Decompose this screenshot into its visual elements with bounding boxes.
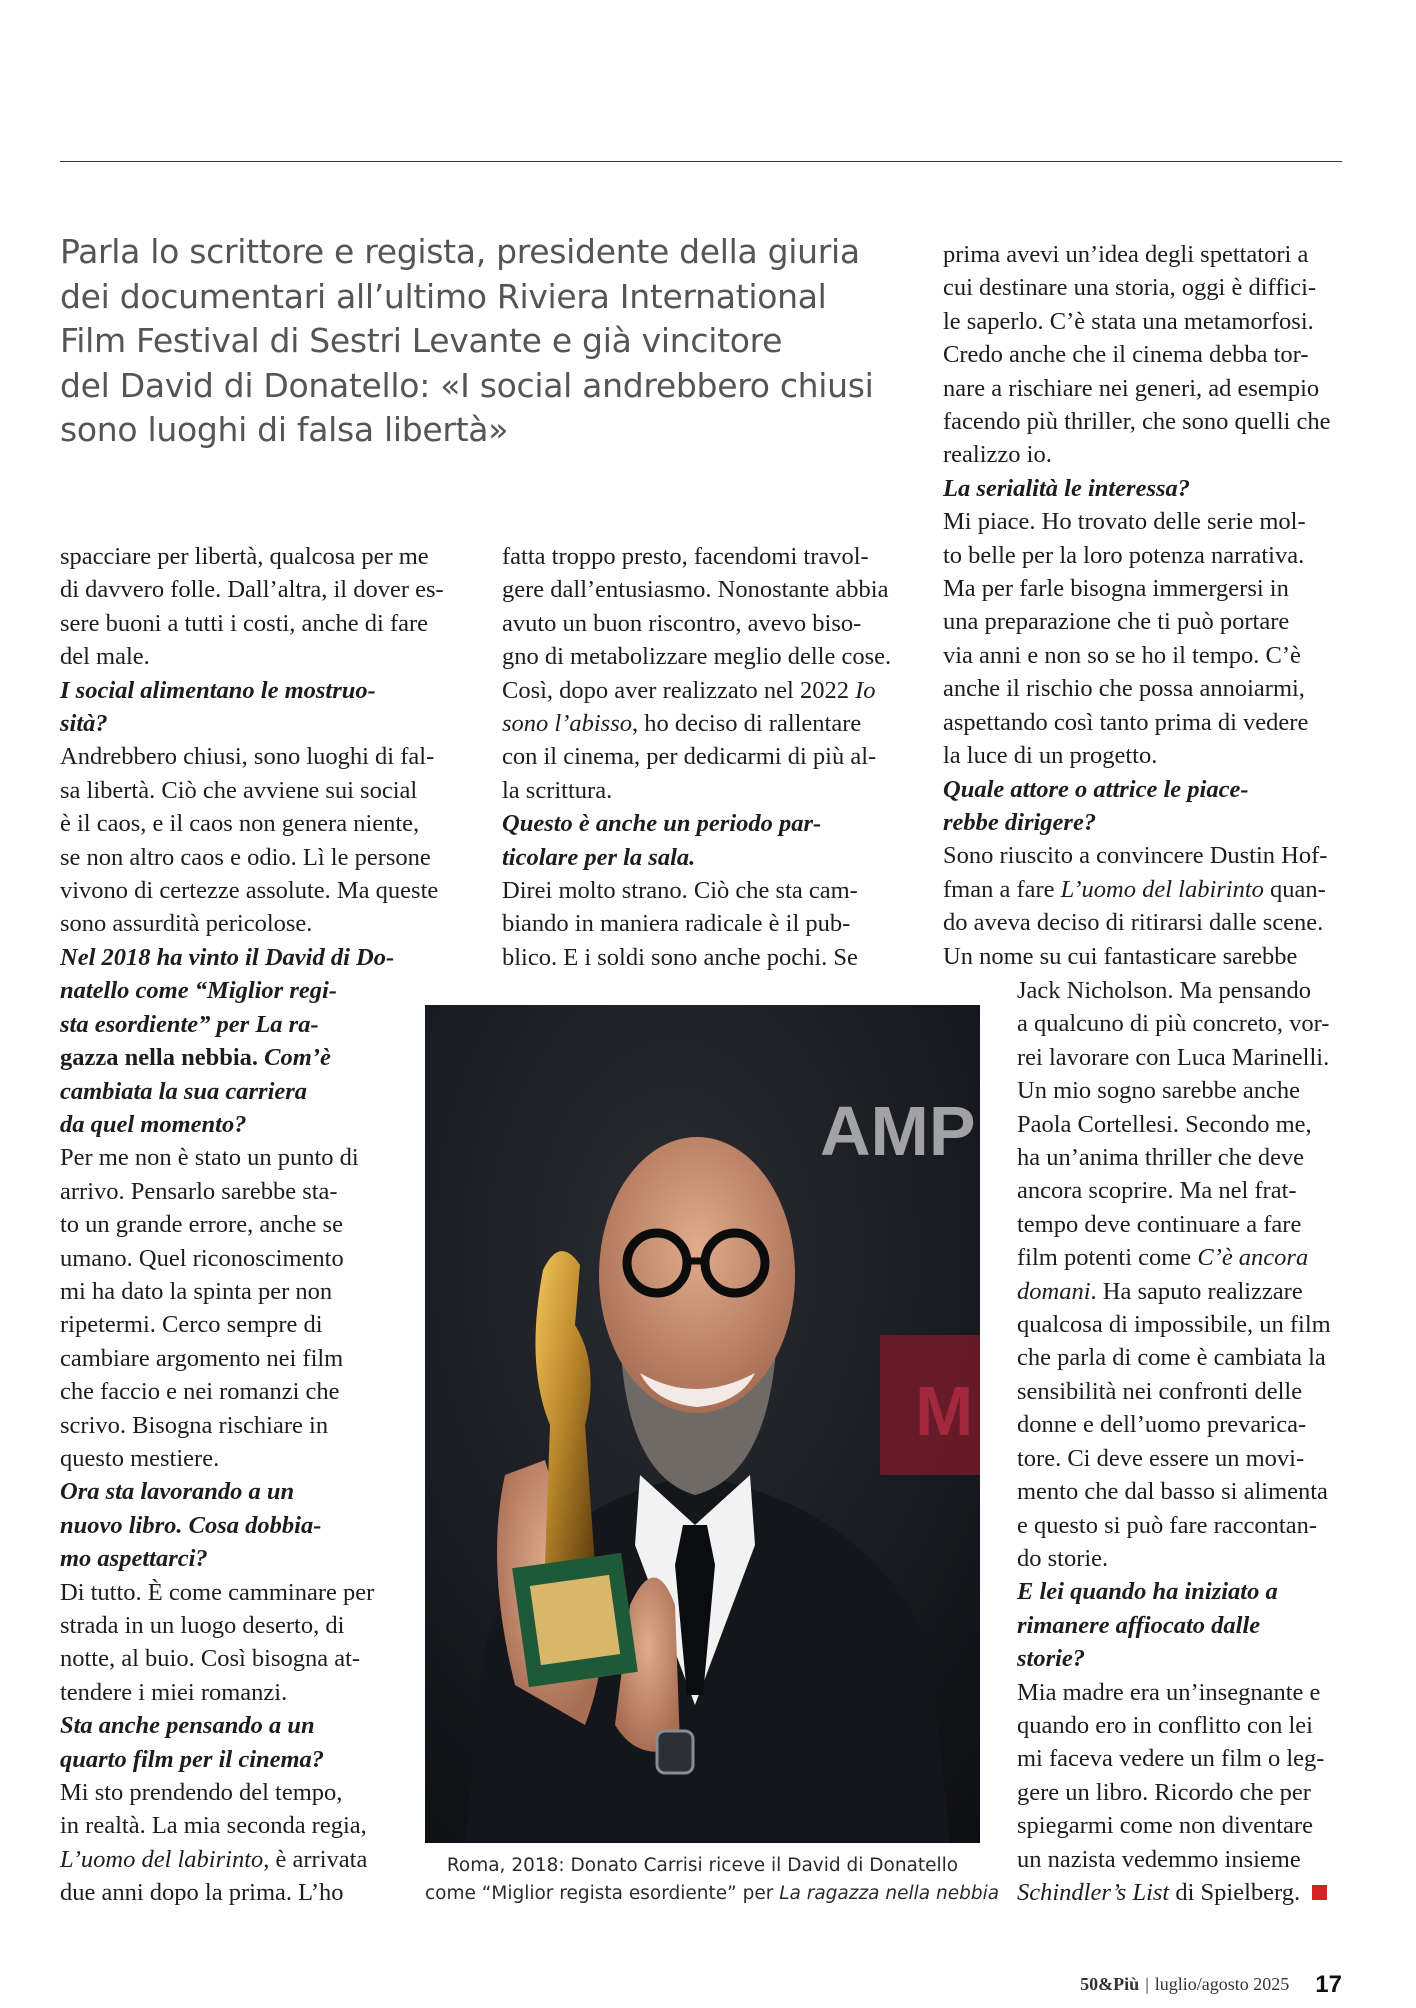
text-line (1017, 1475, 1331, 1508)
line-text: a qualcuno di più concreto, vor- (1017, 1010, 1330, 1038)
text-line (60, 807, 444, 840)
text-line (1017, 1341, 1331, 1374)
text-line (60, 1776, 444, 1809)
text-line (60, 1208, 444, 1241)
question-text: Nel 2018 ha vinto il David di Do- (60, 943, 395, 971)
line-text: Mia madre era un’insegnante e (1017, 1678, 1321, 1706)
line-text: Direi molto strano. Ciò che sta cam- (502, 877, 858, 905)
page-footer (1080, 1971, 1342, 1999)
text-line (943, 572, 1330, 605)
text-line (943, 873, 1330, 906)
line-text: e questo si può fare raccontan- (1017, 1511, 1317, 1539)
text-line (502, 774, 891, 807)
line-text: facendo più thriller, che sono quelli che (943, 408, 1331, 436)
text-line (1017, 1442, 1331, 1475)
caption-line-2 (425, 1880, 1000, 1908)
question-text: rebbe dirigere? (943, 808, 1097, 836)
line-text: le saperlo. C’è stata una metamorfosi. (943, 307, 1314, 335)
question-line (1017, 1609, 1331, 1642)
line-text: Così, dopo aver realizzato nel 2022 (502, 676, 856, 704)
text-line (502, 907, 891, 940)
text-line (1017, 1041, 1331, 1074)
line-text: questo mestiere. (60, 1444, 220, 1472)
text-line (502, 640, 891, 673)
line-text: Un nome su cui fantasticare sarebbe (943, 942, 1298, 970)
question-line (60, 674, 444, 707)
text-line (60, 1375, 444, 1408)
line-text: Per me non è stato un punto di (60, 1144, 359, 1172)
line-text: , è arrivata (263, 1845, 368, 1873)
text-line (60, 1308, 444, 1341)
text-line (943, 372, 1330, 405)
line-text: quan- (1263, 875, 1326, 903)
line-text: Ma per farle bisogna immergersi in (943, 575, 1289, 603)
text-line (1017, 1776, 1331, 1809)
text-line (1017, 1509, 1331, 1542)
line-text: sono l’abisso (502, 710, 633, 738)
line-text: sa libertà. Ciò che avviene sui social (60, 776, 418, 804)
standfirst-line: sono luoghi di falsa libertà» (60, 410, 509, 449)
line-text: di Spielberg. (1169, 1878, 1301, 1906)
standfirst-line: dei documentari all’ultimo Riviera International (60, 276, 827, 316)
line-text: anche il rischio che possa annoiarmi, (943, 675, 1305, 703)
text-line (60, 1442, 444, 1475)
text-line (943, 639, 1330, 672)
line-text: tempo deve continuare a fare (1017, 1210, 1302, 1238)
line-text: Mi sto prendendo del tempo, (60, 1779, 343, 1807)
line-text: La ra- (255, 1010, 319, 1038)
magazine-name: 50&Più (1080, 1974, 1140, 1994)
line-text: arrivo. Pensarlo sarebbe sta- (60, 1177, 338, 1205)
text-line (943, 438, 1330, 471)
line-text: mi faceva vedere un film o leg- (1017, 1745, 1325, 1773)
question-line (60, 1075, 444, 1108)
line-text: to un grande errore, anche se (60, 1211, 343, 1239)
line-text: domani (1017, 1277, 1091, 1305)
question-text: cambiata la sua carriera (60, 1077, 308, 1105)
text-line (1017, 1174, 1331, 1207)
text-line (502, 607, 891, 640)
text-line (502, 707, 891, 740)
line-text: gno di metabolizzare meglio delle cose. (502, 643, 892, 671)
line-text: è il caos, e il caos non genera niente, (60, 810, 420, 838)
text-line (60, 774, 444, 807)
line-text: mento che dal basso si alimenta (1017, 1478, 1328, 1506)
caption-line-1: Roma, 2018: Donato Carrisi riceve il David di Donatello (446, 1855, 959, 1876)
text-column-1 (60, 540, 444, 1910)
text-column-3-top (943, 238, 1330, 973)
text-line (1017, 1408, 1331, 1441)
text-line (1017, 1843, 1331, 1876)
line-text: ancora scoprire. Ma nel frat- (1017, 1177, 1297, 1205)
text-line (943, 706, 1330, 739)
title-text: Io (855, 676, 876, 704)
line-text: umano. Quel riconoscimento (60, 1244, 344, 1272)
question-line (1017, 1575, 1331, 1608)
text-line (943, 505, 1330, 538)
text-line (60, 740, 444, 773)
line-text: mi ha dato la spinta per non (60, 1277, 333, 1305)
line-text: notte, al buio. Così bisogna at- (60, 1645, 361, 1673)
text-line (60, 1409, 444, 1442)
line-text: che faccio e nei romanzi che (60, 1378, 340, 1406)
question-line (1017, 1642, 1331, 1675)
text-line (60, 1275, 444, 1308)
line-text: la scrittura. (502, 776, 613, 804)
text-line (943, 739, 1330, 772)
text-line (60, 1576, 444, 1609)
text-column-2 (502, 540, 891, 974)
line-text: nare a rischiare nei generi, ad esempio (943, 374, 1320, 402)
line-text: scrivo. Bisogna rischiare in (60, 1411, 329, 1439)
text-line (60, 1609, 444, 1642)
text-line (943, 539, 1330, 572)
backdrop-text: AMP (820, 1092, 976, 1170)
text-line (1017, 1742, 1331, 1775)
line-text: avuto un buon riscontro, avevo biso- (502, 609, 862, 637)
award-plaque (530, 1575, 620, 1665)
text-line (60, 1843, 444, 1876)
line-text: spacciare per libertà, qualcosa per me (60, 543, 429, 570)
standfirst-line: Film Festival di Sestri Levante e già vincitore (60, 321, 783, 360)
text-line (60, 640, 444, 673)
text-line (1017, 1809, 1331, 1842)
text-line (1017, 1709, 1331, 1742)
footer-separator: | (1145, 1974, 1149, 1994)
text-column-3-bottom (1017, 974, 1331, 1909)
question-line (60, 707, 444, 740)
text-line (60, 1342, 444, 1375)
text-line (943, 405, 1330, 438)
text-line (1017, 1141, 1331, 1174)
line-text: se non altro caos e odio. Lì le persone (60, 843, 431, 871)
text-line (943, 238, 1330, 271)
text-line (60, 1676, 444, 1709)
question-text: Sta anche pensando a un (60, 1712, 315, 1740)
text-line (1017, 1676, 1331, 1709)
line-text: sere buoni a tutti i costi, anche di fare (60, 609, 429, 637)
line-text: Un mio sogno sarebbe anche (1017, 1077, 1301, 1105)
question-text: Quale attore o attrice le piace- (943, 775, 1249, 803)
line-text: una preparazione che ti può portare (943, 608, 1290, 636)
question-line (60, 1108, 444, 1141)
line-text: via anni e non so se ho il tempo. C’è (943, 641, 1301, 669)
question-text: natello come “Miglior regi- (60, 977, 337, 1005)
line-text: vivono di certezze assolute. Ma queste (60, 877, 439, 905)
line-text: do aveva deciso di ritirarsi dalle scene. (943, 909, 1324, 937)
text-line (60, 540, 444, 573)
question-text: E lei quando ha iniziato a (1017, 1578, 1278, 1606)
line-text: fman a fare (943, 875, 1061, 903)
page-number: 17 (1315, 1971, 1342, 1998)
text-line (943, 271, 1330, 304)
photo-caption (425, 1852, 1000, 1908)
line-text: . Ha saputo realizzare (1090, 1277, 1303, 1305)
line-text: del male. (60, 643, 150, 671)
text-line (60, 1041, 444, 1074)
question-text: Ora sta lavorando a un (60, 1478, 295, 1506)
question-text: nuovo libro. Cosa dobbia- (60, 1511, 322, 1539)
text-line (1017, 1007, 1331, 1040)
text-line (502, 874, 891, 907)
text-line (943, 839, 1330, 872)
line-text: ha un’anima thriller che deve (1017, 1144, 1305, 1172)
question-line (943, 773, 1330, 806)
issue-date: luglio/agosto 2025 (1154, 1974, 1290, 1994)
question-line (60, 1475, 444, 1508)
question-text: mo aspettarci? (60, 1545, 208, 1573)
line-text: in realtà. La mia seconda regia, (60, 1812, 367, 1840)
text-line (1017, 1275, 1331, 1308)
title-text: L’uomo del labirinto (1060, 875, 1264, 903)
question-text: La serialità le interessa? (943, 474, 1191, 502)
standfirst-line: del David di Donatello: «I social andrebbero chiusi (60, 365, 874, 405)
text-line (60, 1876, 444, 1909)
text-line (943, 940, 1330, 973)
text-line (502, 740, 891, 773)
question-text: sità? (60, 710, 108, 738)
text-line (1017, 1375, 1331, 1408)
end-of-article-mark (1312, 1885, 1327, 1900)
line-text: tendere i miei romanzi. (60, 1678, 288, 1706)
question-line (502, 841, 891, 874)
question-line (60, 1542, 444, 1575)
line-text: biando in maniera radicale è il pub- (502, 910, 851, 938)
title-text: C’è ancora (1197, 1244, 1309, 1272)
text-line (60, 1242, 444, 1275)
line-text: cui destinare una storia, oggi è diffici- (943, 274, 1317, 302)
text-line (502, 573, 891, 606)
line-text: strada in un luogo deserto, di (60, 1612, 345, 1639)
line-text: Jack Nicholson. Ma pensando (1017, 977, 1311, 1004)
line-text: Andrebbero chiusi, sono luoghi di fal- (60, 743, 435, 771)
text-line (943, 906, 1330, 939)
line-text: spiegarmi come non diventare (1017, 1812, 1313, 1840)
question-line (60, 974, 444, 1007)
line-text: due anni dopo la prima. L’ho (60, 1879, 344, 1907)
line-text: Sono riuscito a convincere Dustin Hof- (943, 842, 1328, 870)
text-line (943, 338, 1330, 371)
line-text: di davvero folle. Dall’altra, il dover es- (60, 576, 444, 604)
line-text: donne e dell’uomo prevarica- (1017, 1411, 1307, 1439)
photo-illustration (425, 1005, 980, 1843)
top-rule (60, 161, 1342, 162)
line-text: L’uomo del labirinto (60, 1845, 264, 1873)
question-line (943, 806, 1330, 839)
text-line (60, 573, 444, 606)
line-text: gere un libro. Ricordo che per (1017, 1778, 1311, 1806)
question-line (60, 1509, 444, 1542)
text-line (60, 907, 444, 940)
question-line (60, 1008, 444, 1041)
text-line (60, 841, 444, 874)
line-text: do storie. (1017, 1544, 1109, 1572)
text-line (60, 1141, 444, 1174)
line-text: rei lavorare con Luca Marinelli. (1017, 1043, 1330, 1071)
text-line (502, 674, 891, 707)
line-text: quando ero in conflitto con lei (1017, 1711, 1313, 1739)
text-line (502, 540, 891, 573)
text-line (1017, 1108, 1331, 1141)
line-text: Schindler’s List (1017, 1878, 1170, 1906)
question-text: sta esordiente” per (60, 1010, 256, 1038)
article-standfirst (60, 230, 890, 453)
text-line (60, 1175, 444, 1208)
question-text: storie? (1017, 1645, 1086, 1673)
question-line (502, 807, 891, 840)
question-text: rimanere affiocato dalle (1017, 1611, 1261, 1639)
line-text: sono assurdità pericolose. (60, 910, 313, 938)
question-text: Questo è anche un periodo par- (502, 810, 822, 838)
line-text: Di tutto. È come camminare per (60, 1578, 375, 1606)
text-line (1017, 974, 1331, 1007)
award-photo (425, 1005, 980, 1843)
line-text: fatta troppo presto, facendomi travol- (502, 543, 869, 570)
standfirst-line: Parla lo scrittore e regista, presidente della giuria (60, 232, 860, 271)
question-text: ticolare per la sala. (502, 843, 696, 871)
question-line (60, 1743, 444, 1776)
line-text: che parla di come è cambiata la (1017, 1344, 1326, 1372)
line-text: prima avevi un’idea degli spettatori a (943, 241, 1309, 268)
text-line (1017, 1074, 1331, 1107)
text-line (943, 672, 1330, 705)
text-line (1017, 1542, 1331, 1575)
line-text: qualcosa di impossibile, un film (1017, 1311, 1331, 1339)
text-line (60, 1809, 444, 1842)
text-line (60, 607, 444, 640)
line-text: tore. Ci deve essere un movi- (1017, 1444, 1305, 1472)
line-text: gazza nella nebbia. (60, 1044, 265, 1072)
text-line (60, 874, 444, 907)
question-line (60, 1709, 444, 1742)
line-text: con il cinema, per dedicarmi di più al- (502, 743, 877, 771)
wristwatch (657, 1731, 693, 1773)
line-text: Paola Cortellesi. Secondo me, (1017, 1110, 1312, 1138)
question-text: quarto film per il cinema? (60, 1745, 325, 1773)
line-text: ripetermi. Cerco sempre di (60, 1311, 323, 1339)
line-text: gere dall’entusiasmo. Nonostante abbia (502, 576, 889, 604)
line-text: aspettando così tanto prima di vedere (943, 708, 1309, 736)
caption-line-2-text: come “Miglior regista esordiente” per (425, 1883, 780, 1904)
line-text: realizzo io. (943, 441, 1052, 469)
caption-film-title: La ragazza nella nebbia (779, 1883, 1000, 1904)
line-text: sensibilità nei confronti delle (1017, 1377, 1303, 1405)
question-text: da quel momento? (60, 1110, 247, 1138)
text-line (1017, 1308, 1331, 1341)
question-line (943, 472, 1330, 505)
line-text: la luce di un progetto. (943, 742, 1158, 770)
text-line (943, 605, 1330, 638)
line-text: , ho deciso di rallentare (632, 710, 862, 738)
line-text: blico. E i soldi sono anche pochi. Se (502, 943, 858, 971)
line-text: film potenti come (1017, 1244, 1198, 1272)
line-text: Com’è (264, 1044, 331, 1072)
line-text: un nazista vedemmo insieme (1017, 1845, 1301, 1873)
backdrop-text-2: M (915, 1372, 974, 1450)
line-text: to belle per la loro potenza narrativa. (943, 541, 1305, 569)
text-line (1017, 1876, 1331, 1909)
text-line (1017, 1241, 1331, 1274)
question-line (60, 941, 444, 974)
question-text: I social alimentano le mostruo- (60, 676, 376, 704)
text-line (60, 1642, 444, 1675)
line-text: Credo anche che il cinema debba tor- (943, 341, 1309, 369)
text-line (1017, 1208, 1331, 1241)
text-line (502, 941, 891, 974)
line-text: cambiare argomento nei film (60, 1344, 344, 1372)
line-text: Mi piace. Ho trovato delle serie mol- (943, 508, 1306, 536)
text-line (943, 305, 1330, 338)
